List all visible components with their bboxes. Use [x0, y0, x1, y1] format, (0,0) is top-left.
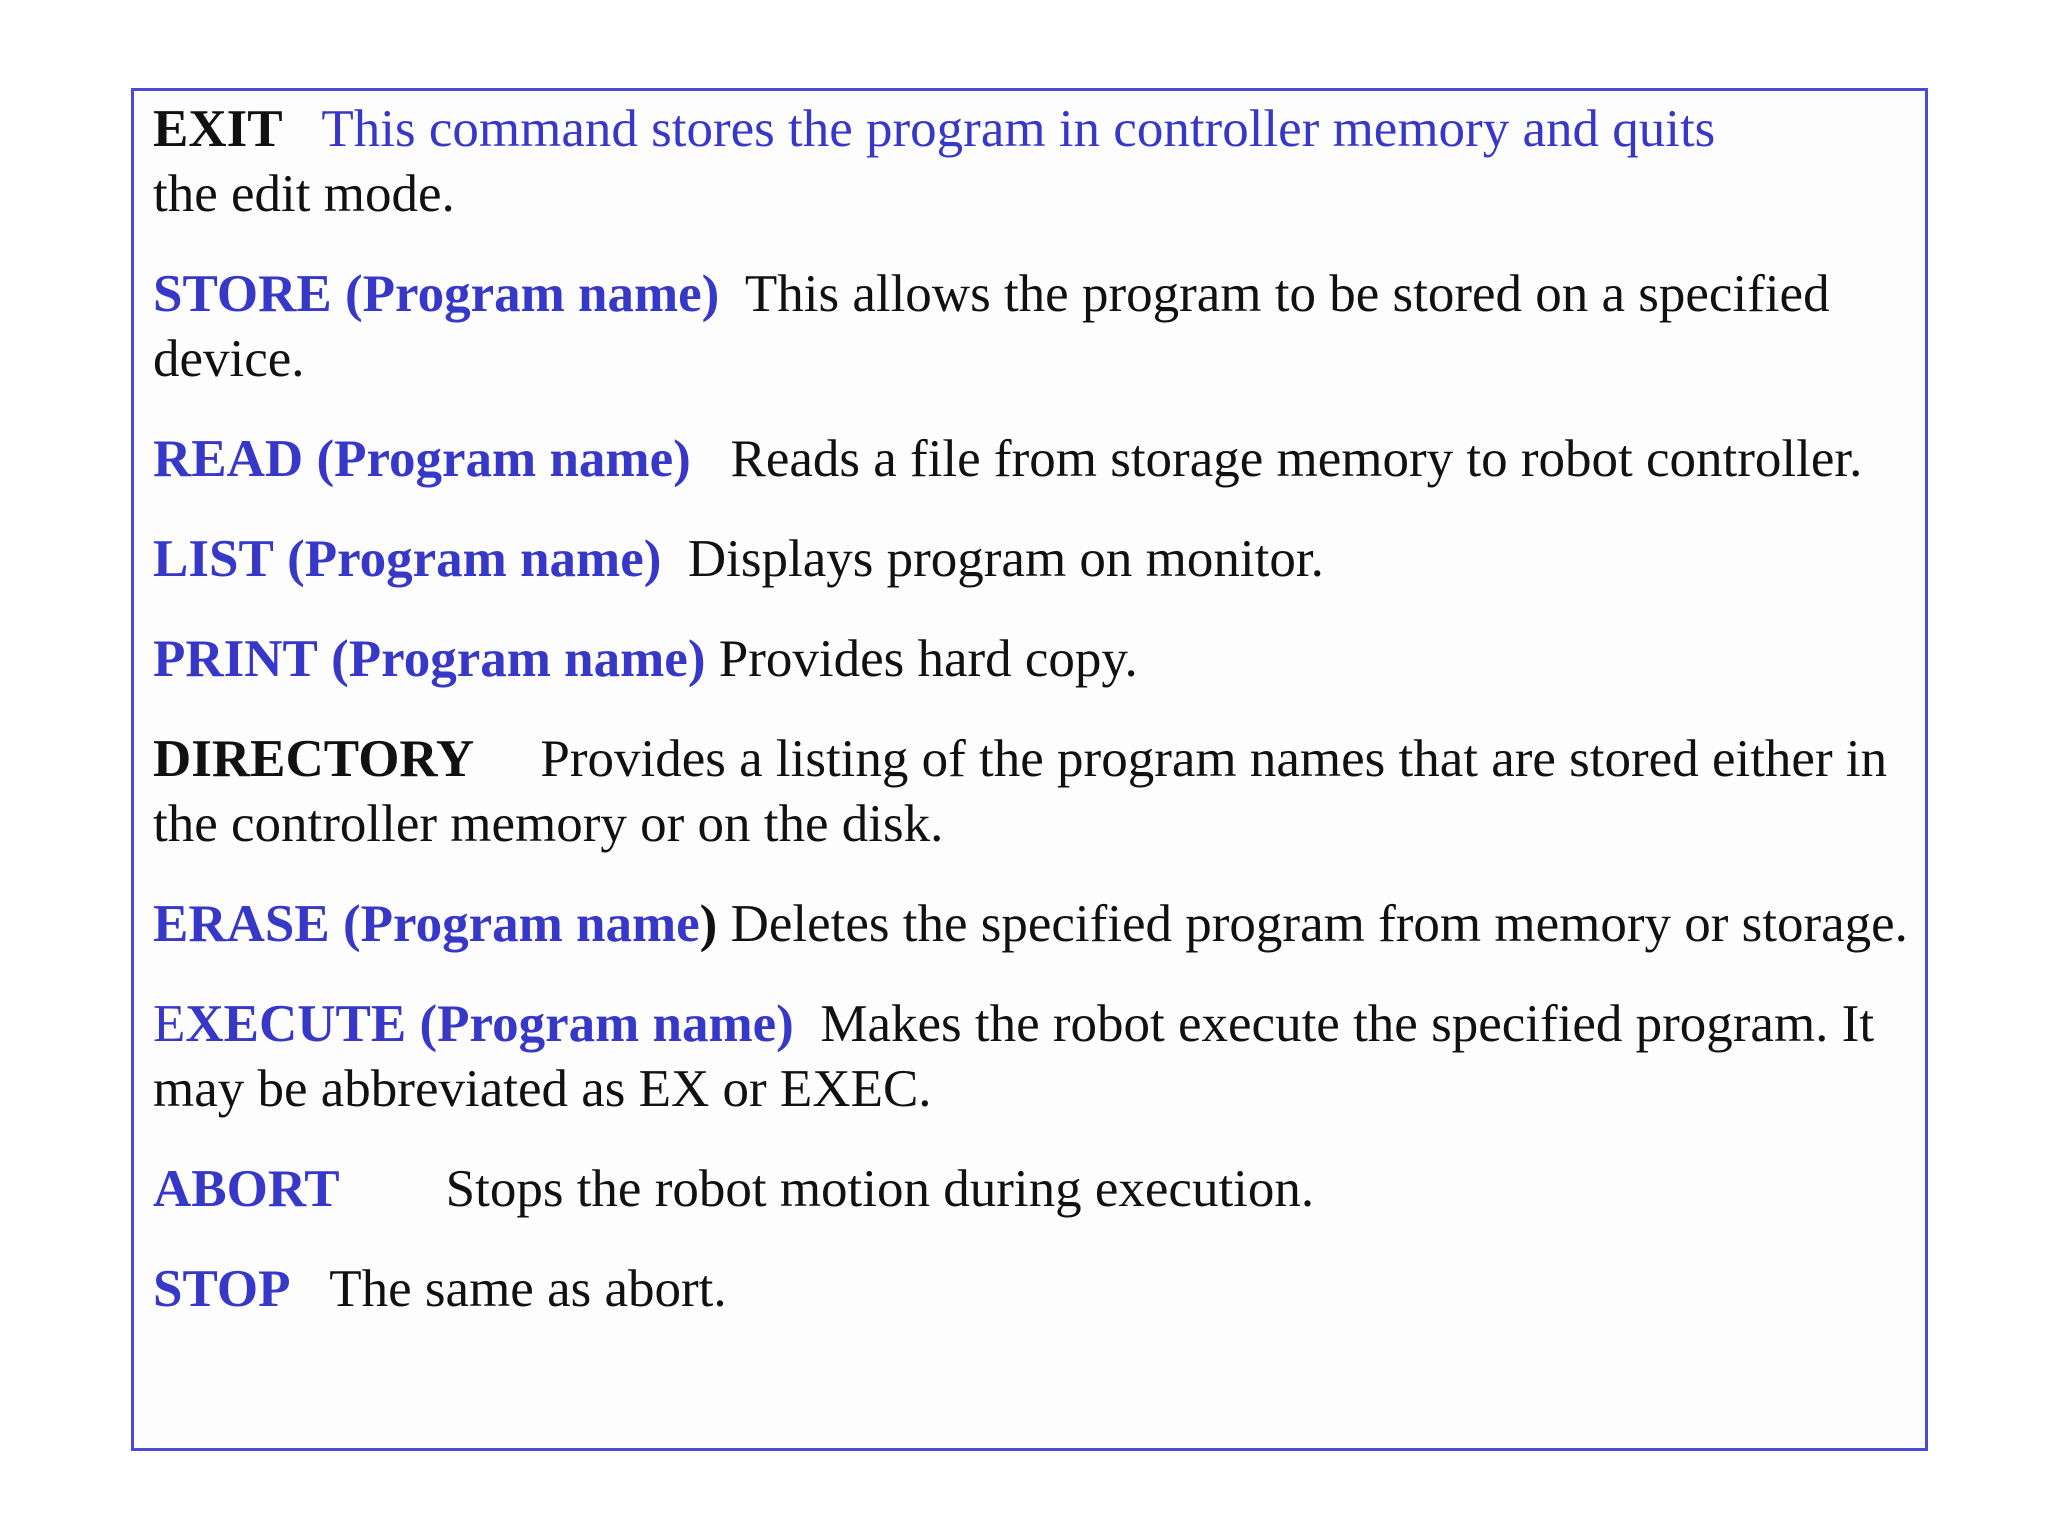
entry-store	[153, 262, 1913, 392]
entry-print	[153, 627, 1913, 692]
description-erase: Deletes the specified program from memory or storage.	[730, 895, 1908, 953]
command-stop: STOP	[153, 1260, 291, 1318]
command-abort: ABORT	[153, 1160, 340, 1218]
command-execute: XECUTE	[185, 995, 407, 1053]
argument-execute: (Program name)	[419, 995, 794, 1053]
command-list: LIST	[153, 530, 274, 588]
description-stop: The same as abort.	[329, 1260, 727, 1318]
entry-list	[153, 527, 1913, 592]
entry-execute	[153, 992, 1913, 1122]
entry-stop	[153, 1257, 1913, 1322]
description-exit-blue: This command stores the program in controller memory and quits	[321, 100, 1716, 158]
description-list: Displays program on monitor.	[687, 530, 1324, 588]
description-directory: Provides a listing of the program names that are stored either in the controller memory or on the disk.	[153, 730, 1888, 853]
command-reference-panel	[131, 88, 1928, 1451]
argument-list: (Program name)	[287, 530, 662, 588]
command-execute-prefix: E	[153, 995, 186, 1053]
command-exit: EXIT	[153, 100, 283, 158]
argument-store: (Program name)	[344, 265, 720, 323]
description-execute: Makes the robot execute the specified program. It may be abbreviated as EX or EXEC.	[153, 995, 1875, 1118]
description-abort: Stops the robot motion during execution.	[445, 1160, 1315, 1218]
command-store: STORE	[153, 265, 332, 323]
command-erase: ERASE	[153, 895, 330, 953]
argument-erase-close: )	[699, 895, 718, 953]
command-print: PRINT	[153, 630, 318, 688]
entry-exit	[153, 97, 1913, 227]
argument-erase: (Program name	[342, 895, 700, 953]
description-read: Reads a file from storage memory to robot controller.	[730, 430, 1863, 488]
entry-erase	[153, 892, 1913, 957]
command-read: READ	[153, 430, 304, 488]
argument-read: (Program name)	[316, 430, 691, 488]
description-store: This allows the program to be stored on a specified device.	[153, 265, 1830, 388]
entry-read	[153, 427, 1913, 492]
command-directory: DIRECTORY	[153, 730, 475, 788]
description-print: Provides hard copy.	[718, 630, 1138, 688]
entry-directory	[153, 727, 1913, 857]
description-exit: the edit mode.	[153, 165, 455, 223]
entry-abort	[153, 1157, 1913, 1222]
argument-print: (Program name)	[331, 630, 706, 688]
